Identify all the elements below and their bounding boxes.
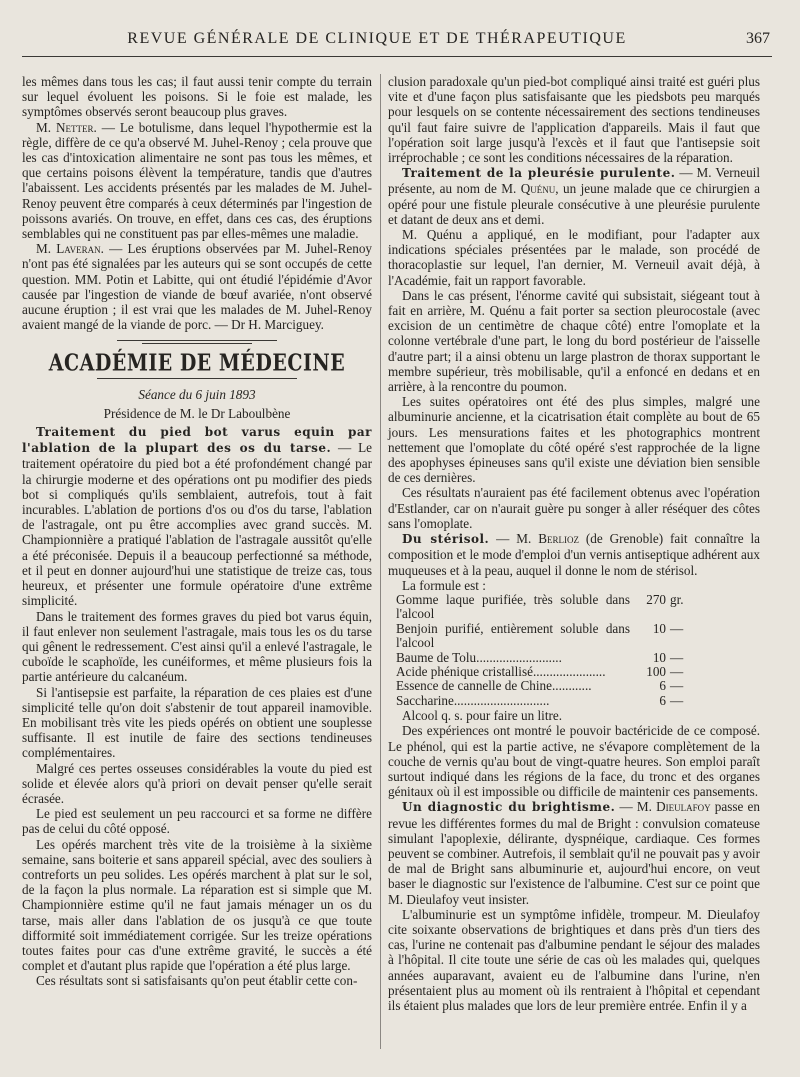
paragraph: Les suites opératoires ont été des plus simples, malgré une albuminurie ancienne, et la cicatrisation était complète au bout de 65 jours. Les mensurations faites et les photographics montrent nettement que l'omoplate du côté opéré s'est rapprochée de la ligne des apophyses épineuses sans qu'il existe une déviation bien sensible de ces dernières.: [388, 394, 760, 486]
ingredient-name: Gomme laque purifiée, très soluble dans l'alcool: [396, 591, 630, 622]
formula-table: [396, 593, 696, 708]
paragraph: Le pied est seulement un peu raccourci et sa forme ne diffère pas de celui du côté opposé.: [22, 806, 372, 837]
left-column: [22, 74, 372, 989]
formula-row: [396, 651, 696, 665]
ingredient-amount: 270: [646, 591, 666, 607]
rule-line: [142, 343, 252, 344]
formula-row: [396, 694, 696, 708]
ingredient-unit: —: [670, 692, 684, 708]
ingredient-name: Saccharine.............................: [396, 692, 550, 708]
ingredient-name: Essence de cannelle de Chine............: [396, 678, 592, 694]
ingredient-name: Acide phénique cristallisé......................: [396, 663, 606, 679]
paragraph-text: passe en revue les différentes formes du mal de Bright : convulsion comateuse simulant l'apoplexie, délirante, dyspnéique, cardiaque. Ces formes peuvent se combiner. Autrefois, il semblait qu'il ne pouvait pas y avoir de mal de Bright sans albuminurie et, aujourd'hui encore, on veut baser le diagnostic sur l'existence de l'albumine. C'est sur ce point que M. Dieulafoy veut insister.: [388, 799, 760, 907]
ingredient-unit: gr.: [670, 591, 684, 607]
paragraph: [388, 165, 760, 227]
paragraph: Des expériences ont montré le pouvoir bactéricide de ce composé. Le phénol, qui est la partie active, ne s'évapore complètement de la couche de vernis qu'au bout de vingt-quatre heures. Son emploi paraît surtout indiqué dans les régions de la face, du tronc et des organes génitaux où il est impossible ou difficile de maintenir ces pansements.: [388, 723, 760, 800]
formula-intro: La formule est :: [402, 577, 486, 593]
section-rule: [22, 340, 372, 344]
paragraph-text: — M.: [615, 799, 657, 815]
page-number: 367: [746, 30, 770, 47]
running-title: REVUE GÉNÉRALE DE CLINIQUE ET DE THÉRAPEUTIQUE: [127, 30, 627, 47]
paragraph: Ces résultats sont si satisfaisants qu'on peut établir cette con-: [36, 973, 358, 989]
paragraph: L'albuminurie est un symptôme infidèle, trompeur. M. Dieulafoy cite soixante observations de brightiques et dans près d'un tiers des cas, l'urine ne contenait pas d'albumine pendant le séjour des malades à l'hôpital. Il cite toute une série de cas où les malades qui, quelques années auparavant, avaient eu de l'albumine dans l'urine, n'en présentaient plus au moment où ils rentraient à l'hôpital et cependant ils étaient plus malades que lors de leur première entrée. Enfin il y a: [388, 906, 760, 1014]
paragraph: Dans le traitement des formes graves du pied bot varus équin, il faut enlever non seulement l'astragale, mais tous les os du tarse qui gênent le redressement. C'est ainsi qu'il a enlevé l'astragale, le cuboïde le scaphoïde, les cunéiformes, et même plusieurs fois la partie antérieure du calcanéum.: [22, 608, 372, 685]
ingredient-amount: 100: [646, 663, 666, 679]
paragraph: Les opérés marchent très vite de la troisième à la sixième semaine, sans boiterie et sans appareil spécial, avec des souliers à contreforts un peu solides. Les opérés marchent à plat sur le sol, de la façon la plus normale. La réparation est si simple que M. Championnière estime qu'il ne faut jamais ménager un os du tarse, mais aller dans l'ablation de os jusqu'à ce que toute difformité soit immédiatement corrigée. Sur les treize opérations toutes faites pour cas d'une extrême gravité, le succès a été complet et d'autant plus rapide que l'opération a été plus large.: [22, 836, 372, 974]
ingredient-amount: 10: [652, 649, 666, 665]
ingredient-unit: —: [670, 678, 684, 694]
speaker-name: M. Netter.: [36, 119, 97, 135]
paragraph: [22, 241, 372, 332]
person-name: Berlioz: [538, 531, 579, 547]
paragraph-text: (de Grenoble) fait connaître la composition et le mode d'emploi d'un vernis antiseptique adhérent aux muqueuses et à la peau, auquel il donne le nom de stérisol.: [388, 531, 760, 578]
paragraph: clusion paradoxale qu'un pied-bot compliqué ainsi traité est guéri plus vite et d'une façon plus satisfaisante que les piedsbots peu marqués pour lesquels on se contente nécessairement des sections tendineuses qu'il faut faire suivre de l'application d'appareils. Mais il faut que l'opération soit large jusqu'à l'excès et il faut que l'antisepsie soit irréprochable ; ce sont les conditions nécessaires de la réparation.: [388, 74, 760, 166]
article-title: Traitement de la pleurésie purulente.: [402, 166, 676, 181]
right-column: [388, 74, 760, 1013]
session-date: Séance du 6 juin 1893: [138, 386, 256, 402]
formula-row: [396, 679, 696, 693]
paragraph: les mêmes dans tous les cas; il faut aussi tenir compte du terrain sur lequel évoluent les poisons. Si le foie est malade, les symptômes observés seront beaucoup plus graves.: [22, 74, 372, 120]
paragraph-text: — M.: [489, 531, 539, 547]
paragraph-text: — Les éruptions observées par M. Juhel-Renoy n'ont pas été signalées par les auteurs qui se sont occupés de cette question. MM. Potin et Labitte, qui ont étudié l'épidémie d'Avor causée par l'ingestion de viande de bœuf avariée, n'ont observé aucune éruption ; il est vrai que les malades de M. Juhel-Renoy avaient mangé de la viande de porc. — Dr H. Marciguey.: [22, 241, 373, 333]
ingredient-amount: 6: [659, 692, 666, 708]
formula-row: [396, 593, 696, 622]
paragraph: [388, 799, 760, 906]
paragraph: Ces résultats n'auraient pas été facilement obtenus avec l'opération d'Estlander, car on n'aurait guère pu songer à aller réséquer des côtes sans l'omoplate.: [388, 485, 760, 531]
paragraph: [22, 120, 372, 242]
rule-line: [117, 340, 277, 341]
ingredient-name: Baume de Tolu..........................: [396, 649, 562, 665]
page-header: [22, 28, 772, 57]
paragraph: Si l'antisepsie est parfaite, la réparation de ces plaies est d'une simplicité telle qu'on doit s'abstenir de tout appareil inamovible. En mobilisant très vite les pieds opérés on obtient une souplesse suffisante. Il est inutile de faire des sections tendineuses complémentaires.: [22, 684, 372, 761]
formula-row: [396, 665, 696, 679]
paragraph: [388, 531, 760, 578]
heading-underline: [97, 378, 297, 379]
article-title: Traitement du pied bot varus equin par l'ablation de la plupart des os du tarse.: [22, 425, 372, 456]
speaker-name: M. Laveran.: [36, 241, 104, 257]
section-heading: ACADÉMIE DE MÉDECINE: [48, 349, 346, 378]
person-name: Dieulafoy: [656, 799, 711, 815]
formula-end: Alcool q. s. pour faire un litre.: [402, 708, 563, 724]
ingredient-unit: —: [670, 649, 684, 665]
formula-row: [396, 622, 696, 651]
person-name: Quénu: [520, 181, 556, 197]
paragraph: Malgré ces pertes osseuses considérables la voute du pied est solide et élevée alors qu'à priori on devait penser qu'elle serait écrasée.: [22, 760, 372, 806]
ingredient-unit: —: [670, 663, 684, 679]
ingredient-amount: 10: [652, 620, 666, 636]
paragraph-text: , un jeune malade que ce chirurgien a opéré pour une fistule pleurale consécutive à une pleurésie purulente et datant de deux ans et demi.: [388, 181, 761, 227]
article-title: Du stérisol.: [402, 532, 490, 547]
paragraph-text: — Le traitement opératoire du pied bot a été profondément changé par la chirurgie moderne et des opérations ont pu modifier des pieds bot si compliqués qu'ils semblaient, autrefois, tout à fait incurables. L'ablation de portions d'os ou d'os du tarse, l'ablation de l'astragale, ont pu être accomplies avec grand succès. M. Championnière a pratiqué l'ablation de l'astragale aussitôt qu'elle a été préconisée. Depuis il a beaucoup perfectionné sa méthode, et il peut en donner aujourd'hui une statistique de treize cas, tous heureux, et présenter une formule opératoire d'une extrême simplicité.: [22, 440, 372, 609]
paragraph: Dans le cas présent, l'énorme cavité qui subsistait, siégeant tout à fait en arrière, M. Quénu a fait porter sa section pleurocostale (avec excision de un centimètre de chaque côté) entre l'omoplate et la colonne vertébrale d'une part, le long du bord postérieur de l'aisselle d'autre part; il a ainsi obtenu un large plastron de thorax supportant le membre supérieur, très mobilisable, qu'il a enfoncé en dedans et en arrière, à la rencontre du poumon.: [388, 287, 760, 395]
presidence-line: Présidence de M. le Dr Laboulbène: [103, 405, 291, 421]
column-divider: [380, 74, 381, 1049]
ingredient-name: Benjoin purifié, entièrement soluble dans l'alcool: [396, 620, 630, 651]
paragraph: [22, 424, 372, 608]
paragraph: M. Quénu a appliqué, en le modifiant, pour l'adapter aux indications spéciales présentées par le malade, son procédé de thoracoplastie sur lequel, l'an dernier, M. Verneuil avait déjà, à l'Académie, fait un rapport favorable.: [388, 227, 760, 288]
article-title: Un diagnostic du brightisme.: [402, 800, 616, 815]
paragraph-text: — M. Verneuil présente, au nom de M.: [388, 165, 760, 197]
paragraph-text: — Le botulisme, dans lequel l'hypothermie est la règle, diffère de ce qu'a observé M. Juhel-Renoy ; cela prouve que les cas d'intoxication alimentaire ne sont pas tous les mêmes, et que certains poisons élèvent la température, tandis que d'autres l'abaissent. Les accidents présentés par les malades de M. Juhel-Renoy peuvent être comparés à ceux déterminés par l'ingestion de poissons avariés. On trouve, en effet, dans ces cas, des éruptions semblables qui ne constituent pas par elles-mêmes une maladie.: [22, 119, 372, 242]
ingredient-unit: —: [670, 620, 684, 636]
ingredient-amount: 6: [659, 678, 666, 694]
